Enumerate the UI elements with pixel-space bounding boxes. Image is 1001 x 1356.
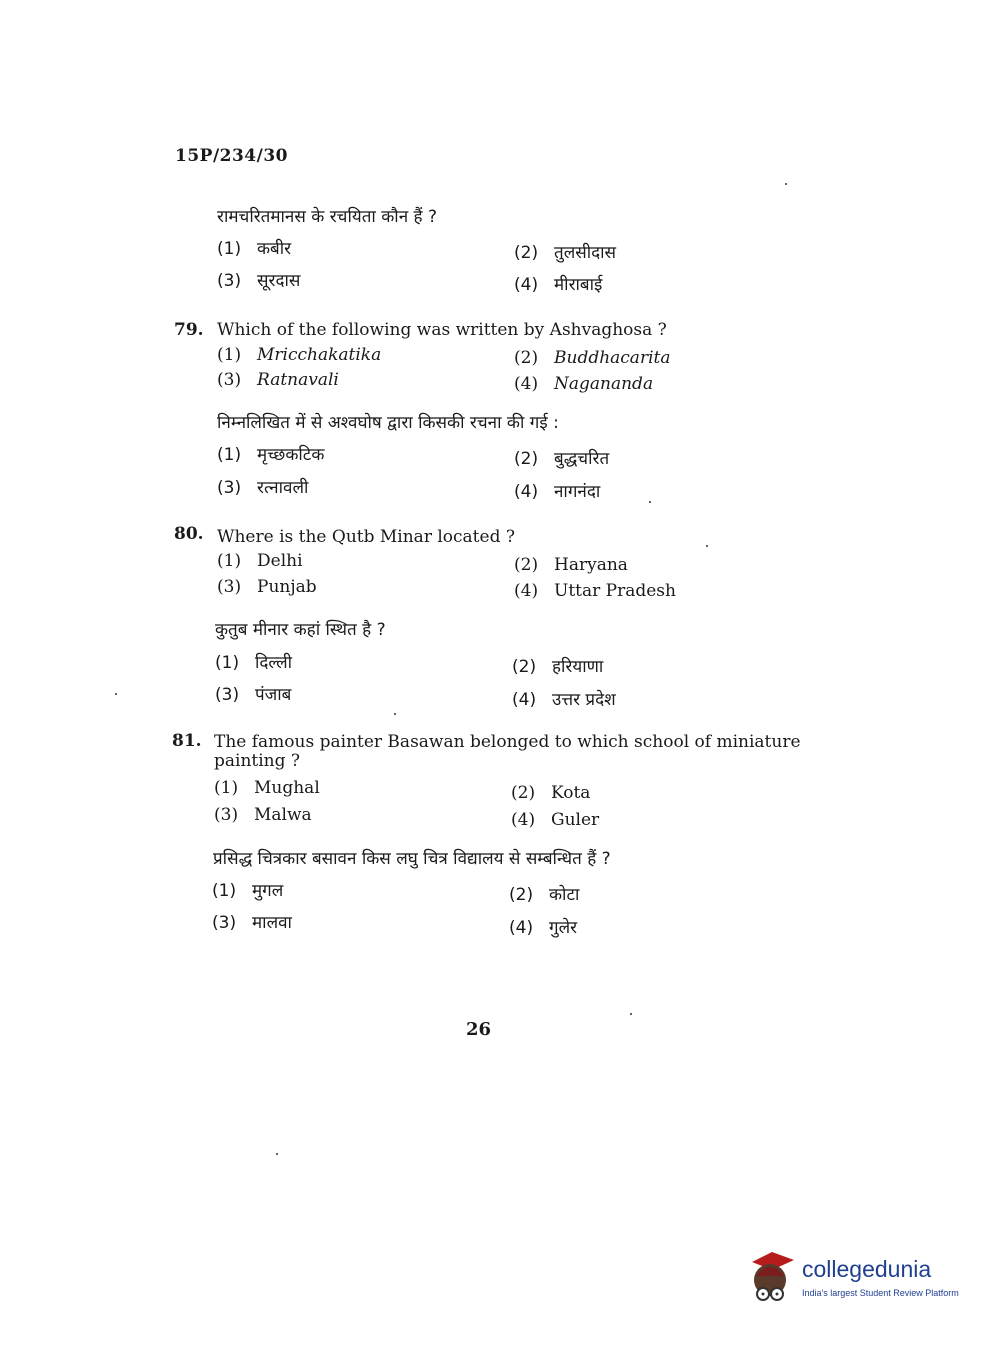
option-4: (4) Uttar Pradesh — [514, 581, 676, 601]
scan-speck — [649, 501, 651, 503]
option-1: (1) Delhi — [217, 551, 303, 571]
brand-name: collegedunia — [802, 1256, 932, 1282]
option-1: (1) मृच्छकटिक — [217, 445, 325, 465]
question-text: The famous painter Basawan belonged to which school of miniature painting ? — [214, 732, 801, 771]
scan-speck — [630, 1013, 632, 1015]
option-2: (2) Buddhacarita — [514, 348, 671, 368]
scan-speck — [394, 713, 396, 715]
option-1: (1) कबीर — [217, 239, 292, 259]
option-4: (4) मीराबाई — [514, 275, 603, 295]
option-2: (2) हरियाणा — [512, 657, 604, 677]
option-1: (1) दिल्ली — [215, 653, 293, 673]
question-text: Which of the following was written by Ashvaghosa ? — [217, 320, 667, 340]
question-number: 79. — [174, 320, 204, 340]
option-3: (3) Punjab — [217, 577, 317, 597]
scan-speck — [785, 183, 787, 185]
option-2: (2) कोटा — [509, 885, 580, 905]
question-text: Where is the Qutb Minar located ? — [217, 527, 515, 547]
option-4: (4) नागनंदा — [514, 482, 601, 502]
mascot-icon — [742, 1250, 800, 1310]
hindi-question-text: निम्नलिखित में से अश्वघोष द्वारा किसकी रचना की गई : — [217, 413, 559, 433]
hindi-question-text: रामचरितमानस के रचयिता कौन हैं ? — [217, 207, 437, 227]
question-number: 81. — [172, 731, 202, 751]
option-3: (3) मालवा — [212, 913, 292, 933]
option-2: (2) Kota — [511, 783, 591, 803]
brand-tagline: India's largest Student Review Platform — [802, 1288, 959, 1298]
option-4: (4) Guler — [511, 810, 600, 830]
option-1: (1) मुगल — [212, 881, 284, 901]
option-2: (2) तुलसीदास — [514, 243, 617, 263]
option-3: (3) सूरदास — [217, 271, 301, 291]
scan-speck — [115, 693, 117, 695]
option-2: (2) Haryana — [514, 555, 628, 575]
option-3: (3) पंजाब — [215, 685, 292, 705]
hindi-question-text: कुतुब मीनार कहां स्थित है ? — [215, 620, 386, 640]
option-3: (3) Ratnavali — [217, 370, 339, 390]
scan-speck — [276, 1153, 278, 1155]
hindi-question-text: प्रसिद्ध चित्रकार बसावन किस लघु चित्र विद्यालय से सम्बन्धित हैं ? — [213, 849, 611, 869]
option-1: (1) Mricchakatika — [217, 345, 382, 365]
option-2: (2) बुद्धचरित — [514, 449, 610, 469]
option-3: (3) रत्नावली — [217, 478, 309, 498]
option-1: (1) Mughal — [214, 778, 320, 798]
question-number: 80. — [174, 524, 204, 544]
scan-speck — [706, 545, 708, 547]
option-4: (4) गुलेर — [509, 918, 578, 938]
option-3: (3) Malwa — [214, 805, 312, 825]
option-4: (4) Nagananda — [514, 374, 654, 394]
collegedunia-logo — [742, 1250, 972, 1310]
option-4: (4) उत्तर प्रदेश — [512, 690, 616, 710]
page-number: 26 — [466, 1019, 492, 1040]
paper-code: 15P/234/30 — [175, 146, 289, 166]
